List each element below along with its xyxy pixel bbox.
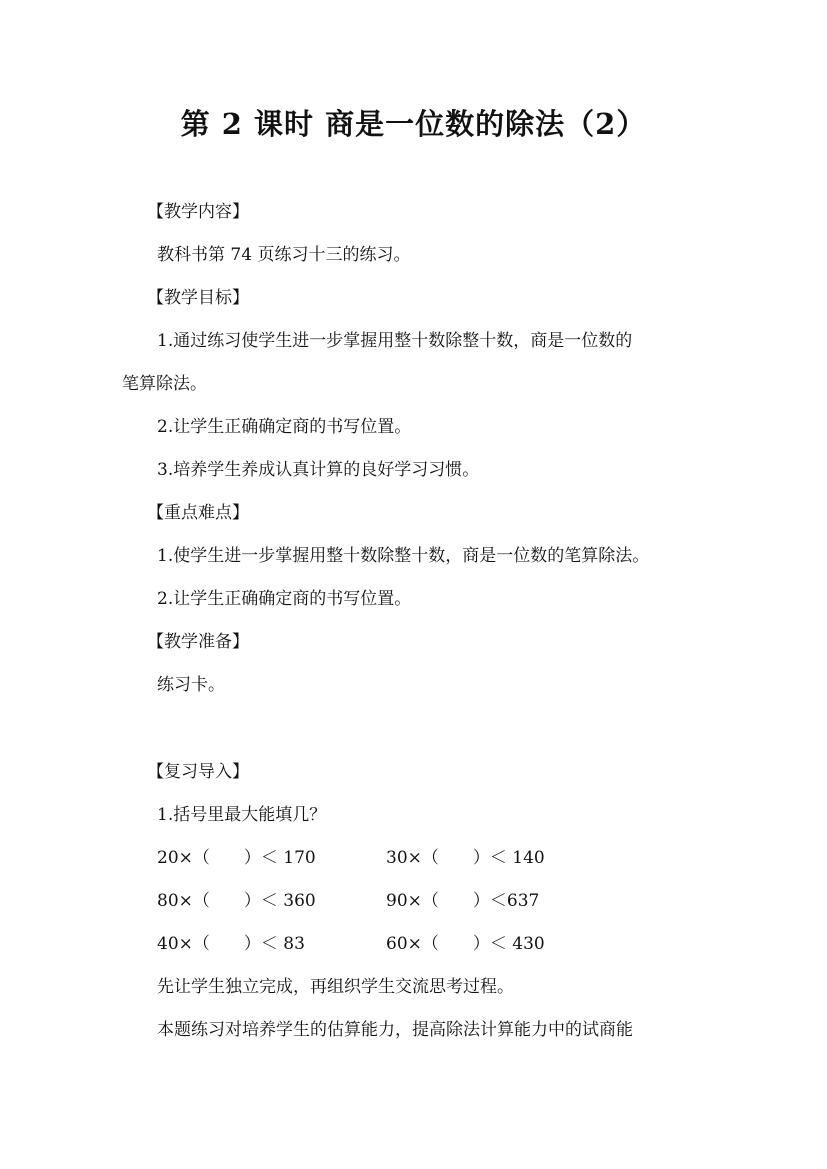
goal-1-line-2: 笔算除法。 [122, 374, 207, 394]
preparation-text: 练习卡。 [157, 675, 225, 695]
section-heading-key-points: 【重点难点】 [147, 503, 249, 523]
equation-row1-left: 20×（ ）＜ 170 [157, 848, 316, 868]
equation-row1-right: 30×（ ）＜ 140 [386, 848, 545, 868]
section-heading-goals: 【教学目标】 [147, 288, 249, 308]
goal-2: 2.让学生正确确定商的书写位置。 [157, 417, 412, 437]
goal-1-line-1: 1.通过练习使学生进一步掌握用整十数除整十数，商是一位数的 [157, 331, 633, 351]
equation-row3-left: 40×（ ）＜ 83 [157, 934, 305, 954]
key-point-1: 1.使学生进一步掌握用整十数除整十数，商是一位数的笔算除法。 [157, 546, 650, 566]
content-text: 教科书第 74 页练习十三的练习。 [157, 245, 411, 265]
section-heading-preparation: 【教学准备】 [147, 632, 249, 652]
goal-3: 3.培养学生养成认真计算的良好学习习惯。 [157, 460, 480, 480]
section-heading-review: 【复习导入】 [147, 762, 249, 782]
equation-row2-left: 80×（ ）＜ 360 [157, 891, 316, 911]
key-point-2: 2.让学生正确确定商的书写位置。 [157, 589, 412, 609]
teaching-note-2: 本题练习对培养学生的估算能力，提高除法计算能力中的试商能 [157, 1020, 633, 1040]
page-title: 第 2 课时 商是一位数的除法（2） [180, 107, 647, 141]
review-question: 1.括号里最大能填几？ [157, 805, 327, 825]
section-heading-content: 【教学内容】 [147, 202, 249, 222]
equation-row2-right: 90×（ ）＜637 [386, 891, 540, 911]
equation-row3-right: 60×（ ）＜ 430 [386, 934, 545, 954]
teaching-note-1: 先让学生独立完成，再组织学生交流思考过程。 [157, 977, 514, 997]
